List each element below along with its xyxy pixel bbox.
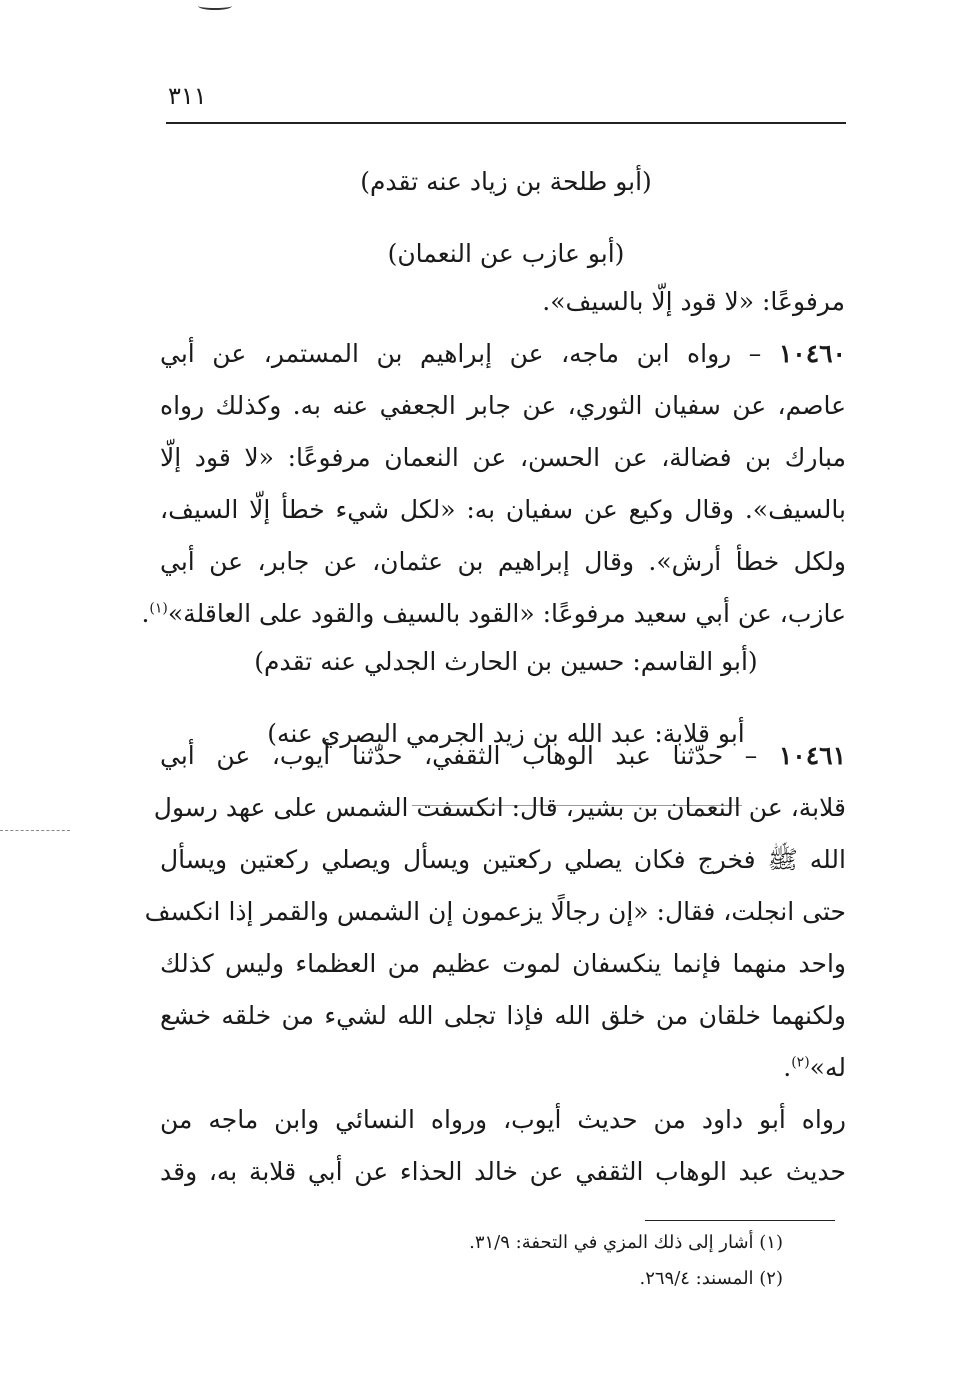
abu-azib-heading xyxy=(166,228,846,280)
abu-qasim-heading xyxy=(166,636,846,688)
narration-paragraph xyxy=(160,1094,846,1198)
hadith-number: ١٠٤٦٠ xyxy=(778,339,846,368)
header-rule xyxy=(166,122,846,124)
paragraph-line xyxy=(160,1042,846,1094)
footnote-ref[interactable]: (٢) xyxy=(791,1054,810,1071)
hadith-10460 xyxy=(141,328,846,640)
line-end: . xyxy=(141,599,150,628)
heading-text: أبو قلابة: عبد الله بن زيد الجرمي البصري عنه) xyxy=(267,719,745,748)
line-text: له» xyxy=(809,1053,846,1082)
footnote-rule xyxy=(645,1220,835,1221)
heading-text: (أبو طلحة بن زياد عنه تقدم) xyxy=(360,167,652,196)
hadith-number: ١٠٤٦١ xyxy=(778,741,846,770)
line-end: . xyxy=(783,1053,792,1082)
page-number: ٣١١ xyxy=(168,82,207,110)
paragraph-line: ولكنهما خلقان من خلق الله فإذا تجلى الله لشيء من خلقه خشع xyxy=(160,1001,846,1030)
line-text: – حدّثنا عبد الوهاب الثقفي، حدّثنا أيوب، عن أبي xyxy=(160,741,758,770)
paragraph-line: قلابة، عن النعمان بن بشير، قال: انكسفت الشمس على عهد رسول xyxy=(153,793,846,822)
footnote-1: (١) أشار إلى ذلك المزي في التحفة: ٣١/٩. xyxy=(469,1232,783,1253)
paragraph-line xyxy=(160,328,846,380)
line-text: – رواه ابن ماجه، عن إبراهيم بن المستمر، عن أبي xyxy=(160,339,762,368)
abu-azib-marfu xyxy=(542,276,845,328)
scan-mark xyxy=(198,2,232,10)
paragraph-line xyxy=(160,730,846,782)
marfu-text: مرفوعًا: «لا قود إلّا بالسيف». xyxy=(542,287,845,316)
paragraph-line xyxy=(141,588,846,640)
paragraph-line: حتى انجلت، فقال: «إن رجالًا يزعمون إن الشمس والقمر إذا انكسف xyxy=(144,897,846,926)
footnote-2: (٢) المسند: ٢٦٩/٤. xyxy=(639,1268,783,1289)
line-text: عازب، عن أبي سعيد مرفوعًا: «القود بالسيف والقود على العاقلة» xyxy=(167,599,846,628)
abu-talha-heading xyxy=(166,156,846,208)
heading-text: (أبو القاسم: حسين بن الحارث الجدلي عنه تقدم) xyxy=(254,647,758,676)
paragraph-line: حديث عبد الوهاب الثقفي عن خالد الحذاء عن أبي قلابة به، وقد xyxy=(160,1157,846,1186)
paragraph-line: عاصم، عن سفيان الثوري، عن جابر الجعفي عنه به. وكذلك رواه xyxy=(160,391,846,420)
footnote-ref[interactable]: (١) xyxy=(149,600,168,617)
paragraph-line: مبارك بن فضالة، عن الحسن، عن النعمان مرفوعًا: «لا قود إلّا xyxy=(160,443,846,472)
margin-mark xyxy=(0,830,70,831)
paragraph-line: بالسيف». وقال وكيع عن سفيان به: «لكل شيء خطأ إلّا السيف، xyxy=(160,495,846,524)
paragraph-line: الله ﷺ فخرج فكان يصلي ركعتين ويسأل ويصلي ركعتين ويسأل xyxy=(160,845,846,874)
hadith-10461 xyxy=(144,730,846,1094)
heading-text: (أبو عازب عن النعمان) xyxy=(387,239,625,268)
paragraph-line: رواه أبو داود من حديث أيوب، ورواه النسائي وابن ماجه من xyxy=(160,1105,846,1134)
paragraph-line: واحد منهما فإنما ينكسفان لموت عظيم من العظماء وليس كذلك xyxy=(160,949,846,978)
paragraph-line: ولكل خطأ أرش». وقال إبراهيم بن عثمان، عن جابر، عن أبي xyxy=(160,547,846,576)
